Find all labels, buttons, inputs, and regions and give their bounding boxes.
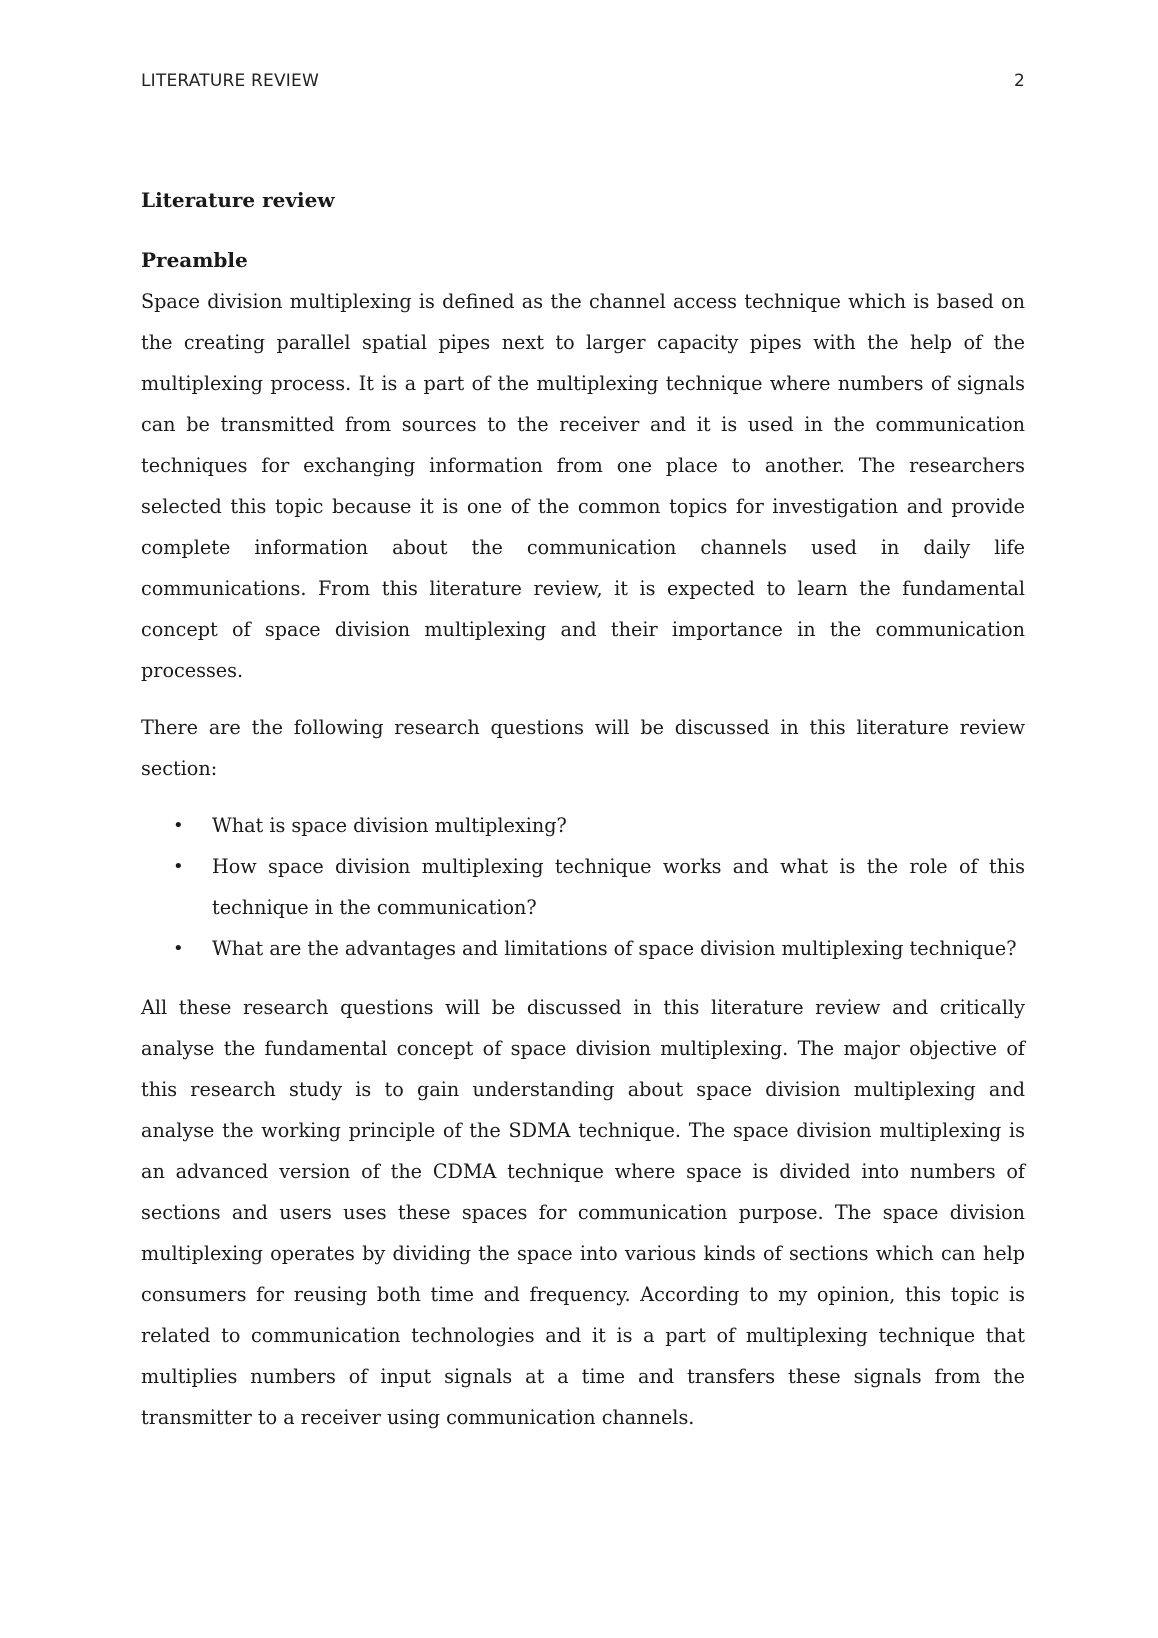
document-body: [141, 185, 1025, 1438]
list-item: [141, 846, 1025, 928]
section-heading-preamble: Preamble: [141, 248, 248, 272]
list-item: [141, 928, 1025, 969]
page-header: [141, 71, 1025, 91]
question-text: What are the advantages and limitations of space division multiplexing technique?: [212, 937, 1017, 960]
closing-paragraph: All these research questions will be discussed in this literature review and critically analyse the fundamental concept of space division multiplexing. The major objective of this research study is to gain understanding about space division multiplexing and analyse the working principle of the SDMA technique. The space division multiplexing is an advanced version of the CDMA technique where space is divided into numbers of sections and users uses these spaces for communication purpose. The space division multiplexing operates by dividing the space into various kinds of sections which can help consumers for reusing both time and frequency. According to my opinion, this topic is related to communication technologies and it is a part of multiplexing technique that multiplies numbers of input signals at a time and transfers these signals from the transmitter to a receiver using communication channels.: [141, 996, 1025, 1429]
questions-intro-paragraph: There are the following research questions will be discussed in this literature review section:: [141, 716, 1025, 780]
document-title: Literature review: [141, 188, 335, 212]
research-questions-list: [141, 805, 1025, 969]
running-title: LITERATURE REVIEW: [141, 71, 319, 91]
question-text: What is space division multiplexing?: [212, 814, 567, 837]
bullet-icon: •: [173, 815, 184, 836]
bullet-icon: •: [173, 938, 184, 959]
list-item: [141, 805, 1025, 846]
question-text: How space division multiplexing technique works and what is the role of this technique in the communication?: [212, 855, 1025, 919]
bullet-icon: •: [173, 856, 184, 877]
preamble-paragraph: Space division multiplexing is defined as the channel access technique which is based on the creating parallel spatial pipes next to larger capacity pipes with the help of the multiplexing process. It is a part of the multiplexing technique where numbers of signals can be transmitted from sources to the receiver and it is used in the communication techniques for exchanging information from one place to another. The researchers selected this topic because it is one of the common topics for investigation and provide complete information about the communication channels used in daily life communications. From this literature review, it is expected to learn the fundamental concept of space division multiplexing and their importance in the communication processes.: [141, 290, 1025, 682]
page-number: 2: [1013, 71, 1025, 91]
